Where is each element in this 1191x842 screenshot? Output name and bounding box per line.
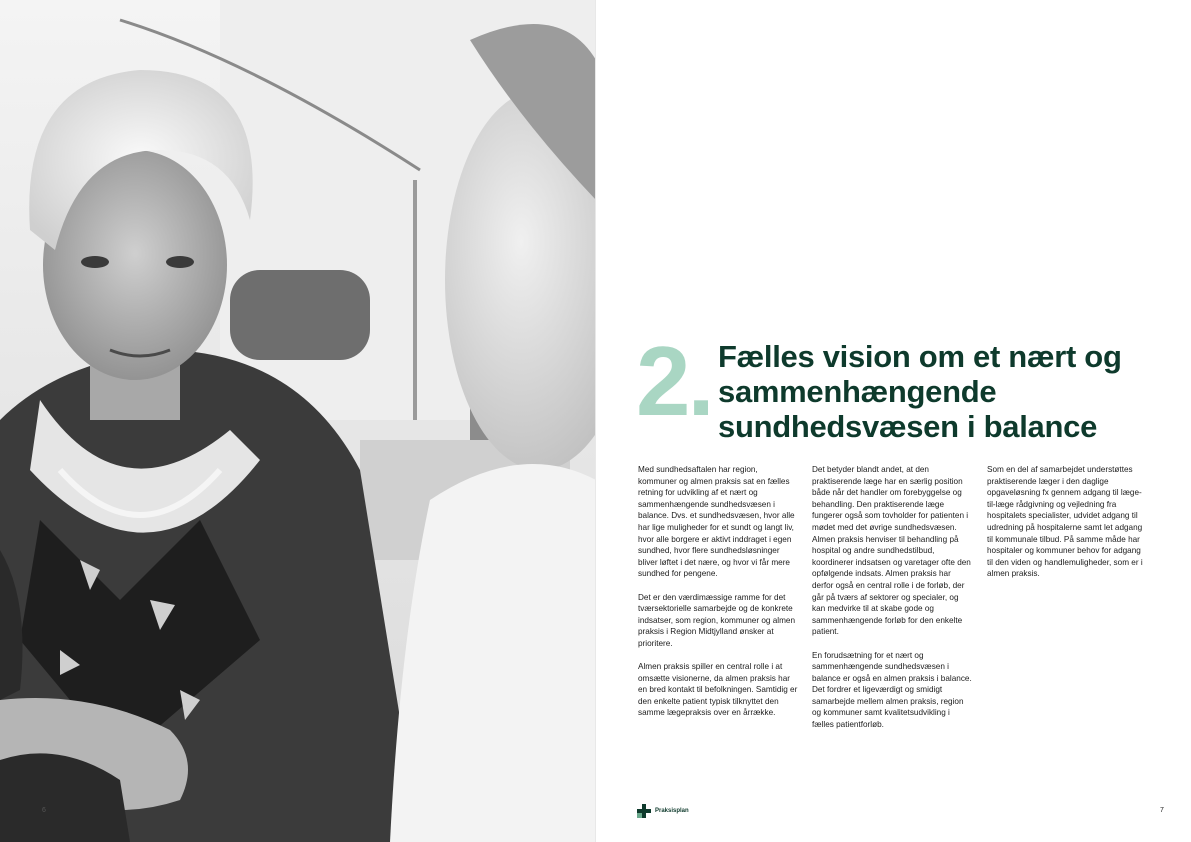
footer-logo-text: Praksisplan xyxy=(655,808,689,814)
page-number-right: 7 xyxy=(1160,807,1164,814)
text-column-3 xyxy=(987,464,1147,592)
footer-logo xyxy=(637,804,689,818)
text-column-1 xyxy=(638,464,798,731)
page-number-left: 6 xyxy=(42,807,46,814)
cross-logo-icon xyxy=(637,804,651,818)
chapter-title: Fælles vision om et nært og sammenhængende sundhedsvæsen i balance xyxy=(718,339,1122,444)
paragraph: Som en del af samarbejdet understøttes praktiserende læger i den daglige opgaveløsning fx gennem adgang til læge-til-læge rådgivning og vejledning fra hospitalets specialister, udvidet adgang til udredning på hospitalerne samt let adgang til kommunale tilbud. På samme måde har hospitaler og kommuner behov for adgang til den viden og handlemuligheder, som er i almen praksis. xyxy=(987,465,1143,579)
paragraph: Det er den værdimæssige ramme for det tværsektorielle samarbejde og de konkrete indsatser, som region, kommuner og almen praksis i Region Midtjylland ønsker at prioritere. xyxy=(638,592,796,648)
paragraph: Almen praksis spiller en central rolle i at omsætte visionerne, da almen praksis har en bred kontakt til befolkningen. Samtidig er den enkelte patient typisk tilknyttet den samme lægepraksis over en årrække. xyxy=(638,662,798,718)
paragraph: En forudsætning for et nært og sammenhængende sundhedsvæsen i balance er også en almen praksis i balance. Det fordrer et ligeværdigt og smidigt samarbejde mellem almen praksis, region og kommuner samt kvalitetsudvikling i fælles patientforløb. xyxy=(812,650,972,730)
chapter-number: 2. xyxy=(636,326,712,436)
text-column-2 xyxy=(812,464,972,742)
page-spine-divider xyxy=(595,0,596,842)
paragraph: Med sundhedsaftalen har region, kommuner og almen praksis sat en fælles retning for udvikling af et nært og sammenhængende sundhedsvæsen i balance. Dvs. et sundhedsvæsen, hvor alle har lige muligheder for et sundt og langt liv, hvor alle borgere er aktivt inddraget i egen sundhed, hvor flere sundhedsløsninger bliver løftet i det nære, og hvor vi får mere sundhed for pengene. xyxy=(638,465,795,579)
paragraph: Det betyder blandt andet, at den praktiserende læge har en særlig position både når det handler om forebyggelse og behandling. Den praktiserende læge fungerer også som tovholder for patienten i mødet med det øvrige sundhedsvæsen. Almen praksis henviser til behandling på hospital og andre sundhedstilbud, koordinerer indsatsen og varetager ofte den opfølgende indsats. Almen praksis har derfor også en central rolle i de forløb, der går på tværs af sektorer og specialer, og kan medvirke til at skabe gode og sammenhængende forløb for den enkelte patient. xyxy=(812,465,971,637)
